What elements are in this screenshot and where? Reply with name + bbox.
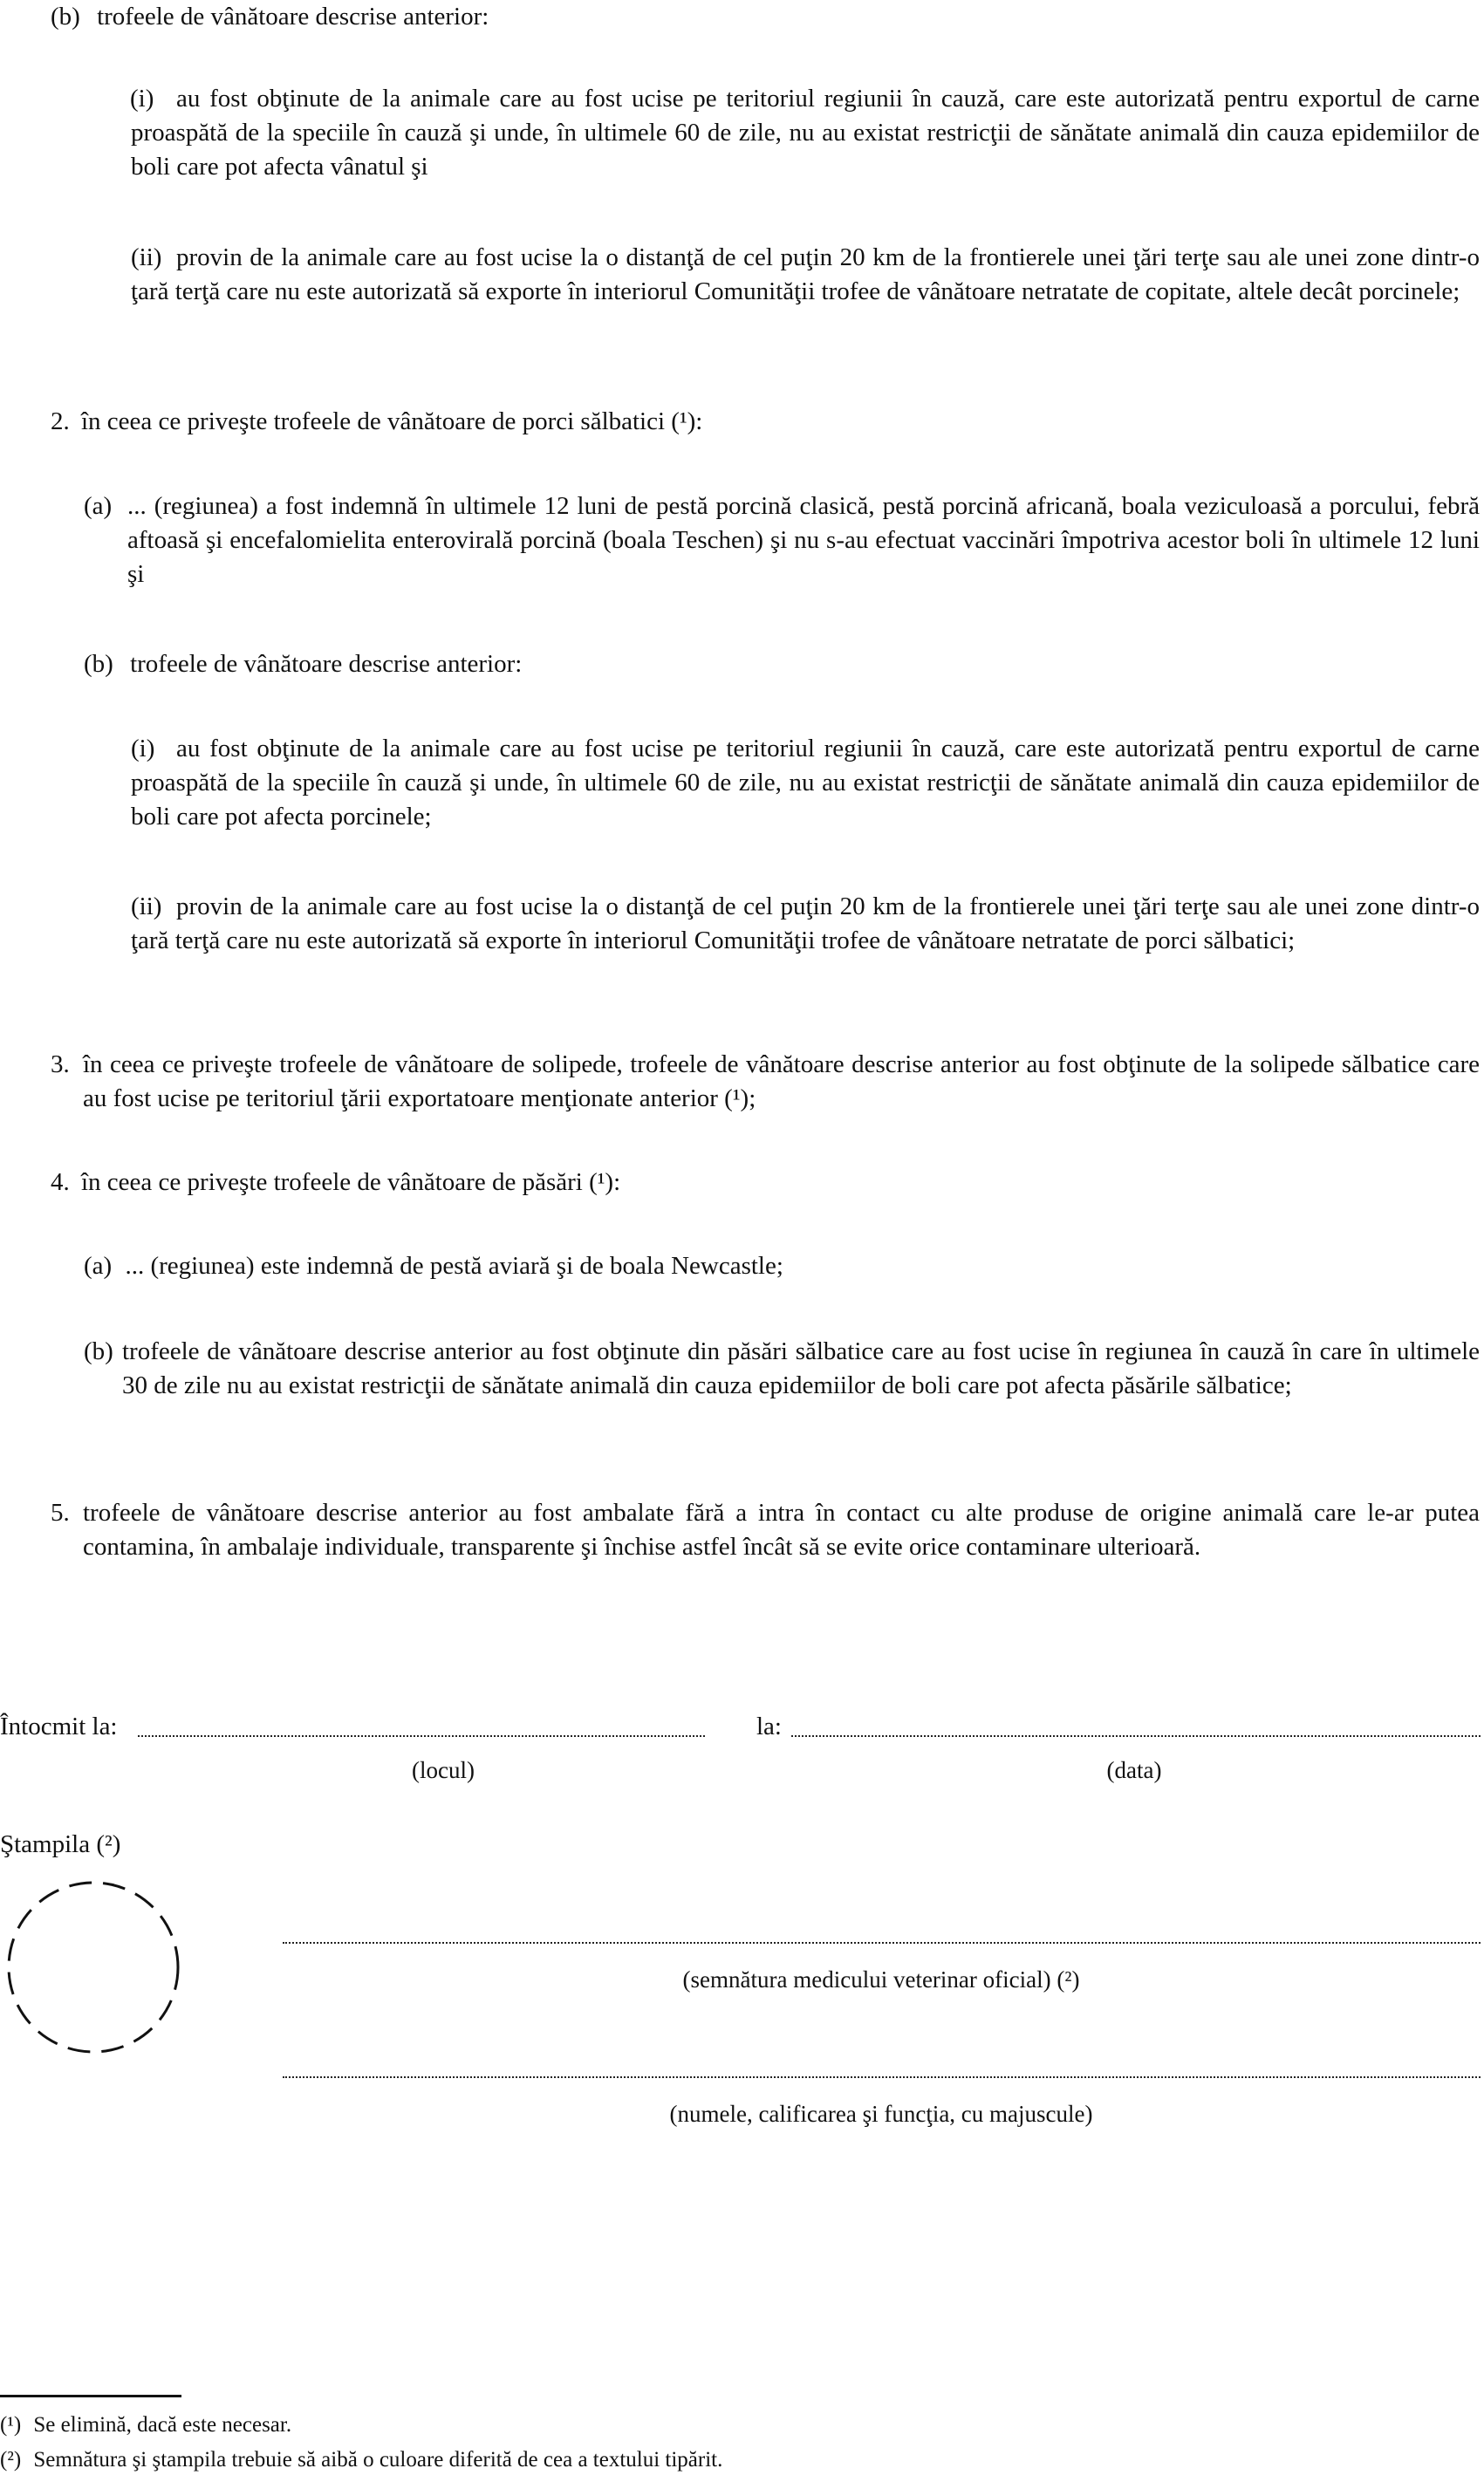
block1-item-ii <box>131 241 1480 309</box>
section2-item-ii-text: provin de la animale care au fost ucise la o distanţă de cel puţin 20 km de la frontierele unei ţări terţe sau ale unei zone dintr-o ţară terţă care nu este autorizată să exporte în interiorul Comunităţii trofee de vânătoare netratate de porci sălbatici; <box>131 892 1480 954</box>
section4-item-b-text: trofeele de vânătoare descrise anterior au fost obţinute din păsări sălbatice care au fost ucise în regiunea în cauză în care în ultimele 30 de zile nu au existat restricţii de sănătate animală din cauza epidemiilor de boli care pot afecta păsările sălbatice; <box>122 1337 1480 1399</box>
section2-note-ref: (¹): <box>671 407 703 435</box>
section2-item-b-text: trofeele de vânătoare descrise anterior: <box>130 650 523 678</box>
place-caption: (locul) <box>412 1757 475 1783</box>
date-caption: (data) <box>1106 1757 1162 1783</box>
section3-number: 3. <box>51 1050 70 1078</box>
section2-text: în ceea ce priveşte trofeele de vânătoare de porci sălbatici <box>81 407 666 435</box>
section2-item-a-mark: (a) <box>84 492 113 520</box>
section2-item-i-mark: (i) <box>131 735 155 762</box>
vet-signature-caption: (semnătura medicului veterinar oficial) (²) <box>682 1966 1080 1993</box>
section2-heading <box>51 405 1185 439</box>
footnote-2-text: Semnătura şi ştampila trebuie să aibă o culoare diferită de cea a textului tipărit. <box>33 2448 723 2472</box>
block1-item-ii-text: provin de la animale care au fost ucise la o distanţă de cel puţin 20 km de la frontierele unei ţări terţe sau ale unei zone dintr-o ţară terţă care nu este autorizată să exporte în interiorul Comunităţii trofee de vânătoare netratate de copitate, altele decât porcinele; <box>131 243 1480 305</box>
section4-number: 4. <box>51 1168 70 1196</box>
block1-heading <box>51 0 958 34</box>
footnote-1 <box>0 2411 1221 2439</box>
stamp-label-ref: (²) <box>96 1830 121 1858</box>
drawn-up-label: Întocmit la: <box>0 1713 118 1740</box>
section2-number: 2. <box>51 407 70 435</box>
section2-item-ii-mark: (ii) <box>131 892 162 920</box>
vet-signature-line <box>283 1942 1481 1944</box>
section3-text: în ceea ce priveşte trofeele de vânătoare de solipede, trofeele de vânătoare descrise anterior au fost obţinute de la solipede sălbatice care au fost ucise pe teritoriul ţării exportatoare menţionate anterior (¹); <box>83 1050 1480 1112</box>
section4-item-a-text: ... (regiunea) este indemnă de pestă aviară şi de boala Newcastle; <box>125 1252 783 1280</box>
footnote-2-mark: (²) <box>0 2448 22 2472</box>
section4-heading <box>51 1166 1010 1200</box>
section4-item-a-mark: (a) <box>84 1252 113 1280</box>
section3 <box>51 1048 1480 1116</box>
block1-heading-text: trofeele de vânătoare descrise anterior: <box>97 3 489 31</box>
section2-item-b-mark: (b) <box>84 650 113 678</box>
section4-item-b <box>84 1335 1480 1403</box>
footnote-1-mark: (¹) <box>0 2413 22 2437</box>
section2-item-b <box>84 647 1131 681</box>
section4-text: în ceea ce priveşte trofeele de vânătoare de păsări (¹): <box>81 1168 621 1196</box>
block1-item-ii-mark: (ii) <box>131 243 162 271</box>
section2-item-ii <box>131 890 1480 958</box>
block1-heading-mark: (b) <box>51 3 80 31</box>
block1-item-i <box>131 82 1480 184</box>
section2-item-a <box>84 489 1480 591</box>
name-line <box>283 2076 1481 2078</box>
place-line <box>138 1735 705 1737</box>
date-line <box>791 1735 1481 1737</box>
stamp-label <box>0 1828 174 1862</box>
date-label: la: <box>756 1713 782 1740</box>
section2-item-i-text: au fost obţinute de la animale care au fost ucise pe teritoriul regiunii în cauză, care este autorizată pentru exportul de carne proaspătă de la speciile în cauză şi unde, în ultimele 60 de zile, nu au existat restricţii de sănătate animală din cauza epidemiilor de boli care pot afecta porcinele; <box>131 735 1480 831</box>
section2-item-a-text: ... (regiunea) a fost indemnă în ultimele 12 luni de pestă porcină clasică, pestă porcină africană, boala veziculoasă a porcului, febră aftoasă şi encefalomielita enterovirală porcină (boala Teschen) şi nu s-au efectuat vaccinări împotriva acestor boli în ultimele 12 luni şi <box>127 492 1480 588</box>
footnote-2 <box>0 2446 1221 2474</box>
section2-item-i <box>131 732 1480 834</box>
section5-text: trofeele de vânătoare descrise anterior au fost ambalate fără a intra în contact cu alte produse de origine animală care le-ar putea contamina, în ambalaje individuale, transparente şi închise astfel încât să se evite orice contaminare ulterioară. <box>83 1499 1480 1561</box>
section5 <box>51 1496 1480 1564</box>
footnote-1-text: Se elimină, dacă este necesar. <box>33 2413 292 2437</box>
stamp-label-text: Ştampila <box>0 1830 91 1858</box>
section5-number: 5. <box>51 1499 70 1527</box>
footnote-separator <box>0 2395 181 2397</box>
block1-item-i-text: au fost obţinute de la animale care au fost ucise pe teritoriul regiunii în cauză, care este autorizată pentru exportul de carne proaspătă de la speciile în cauză şi unde, în ultimele 60 de zile, nu au existat restricţii de sănătate animală din cauza epidemiilor de boli care pot afecta vânatul şi <box>131 85 1480 181</box>
section4-item-a <box>84 1249 1131 1283</box>
block1-item-i-mark: (i) <box>130 85 154 113</box>
stamp-placeholder-circle <box>2 1876 185 2059</box>
name-caption: (numele, calificarea şi funcţia, cu majuscule) <box>669 2101 1093 2127</box>
section4-item-b-mark: (b) <box>84 1337 113 1365</box>
